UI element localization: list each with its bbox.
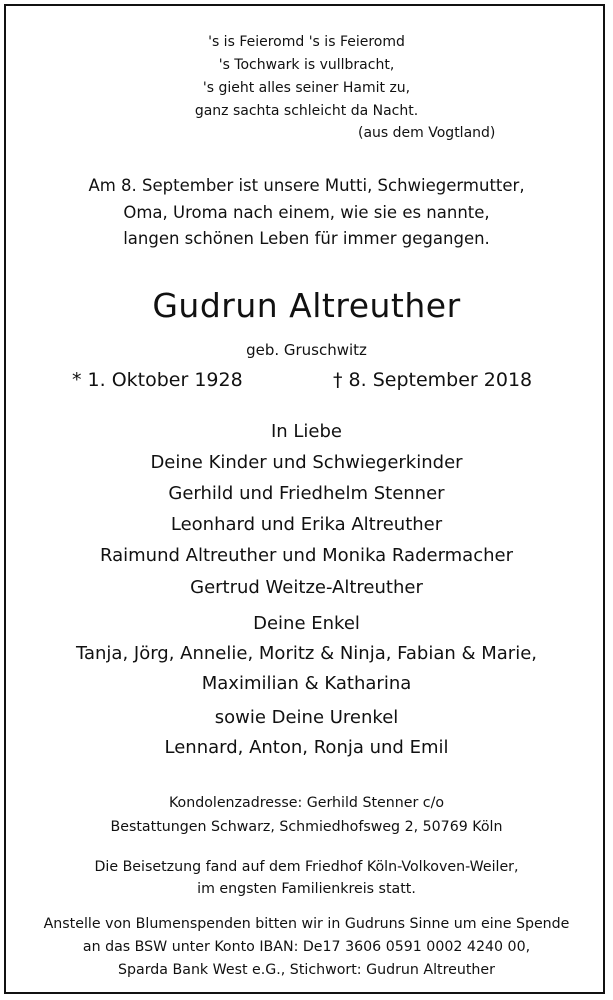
child-family-1: Gerhild und Friedhelm Stenner: [168, 483, 445, 504]
child-family-2: Leonhard und Erika Altreuther: [170, 514, 443, 535]
donation-line-2: an das BSW unter Konto IBAN: De17 3606 0591 0002 4240 00,: [82, 939, 531, 955]
grandchildren-line-2: Maximilian & Katharina: [201, 673, 412, 694]
birth-date: * 1. Oktober 1928: [72, 369, 243, 391]
condolence-line-1: Kondolenzadresse: Gerhild Stenner c/o: [168, 795, 445, 811]
child-family-4: Gertrud Weitze-Altreuther: [190, 577, 423, 598]
donation-line-1: Anstelle von Blumenspenden bitten wir in Gudruns Sinne um eine Spende: [43, 916, 570, 932]
intro-line-2: Oma, Uroma nach einem, wie sie es nannte,: [123, 203, 490, 222]
grandchildren-heading: Deine Enkel: [253, 613, 360, 634]
condolence-line-2: Bestattungen Schwarz, Schmiedhofsweg 2, 50769 Köln: [110, 819, 503, 835]
poem-line-3: 's gieht alles seiner Hamit zu,: [202, 80, 411, 96]
poem-source: (aus dem Vogtland): [358, 125, 496, 141]
death-date: † 8. September 2018: [333, 369, 533, 391]
children-heading: Deine Kinder und Schwiegerkinder: [150, 452, 463, 473]
deceased-name: Gudrun Altreuther: [152, 286, 461, 325]
great-grandchildren-heading: sowie Deine Urenkel: [214, 707, 399, 728]
poem-line-4: ganz sachta schleicht da Nacht.: [194, 103, 419, 119]
great-grandchildren-names: Lennard, Anton, Ronja und Emil: [164, 737, 449, 758]
poem-line-1: 's is Feieromd 's is Feieromd: [208, 34, 405, 50]
burial-line-2: im engsten Familienkreis statt.: [197, 881, 416, 897]
burial-line-1: Die Beisetzung fand auf dem Friedhof Köln-Volkoven-Weiler,: [94, 859, 519, 875]
mourners-opening: In Liebe: [270, 421, 343, 442]
donation-line-3: Sparda Bank West e.G., Stichwort: Gudrun Altreuther: [118, 962, 495, 978]
poem-line-2: 's Tochwark is vullbracht,: [218, 57, 395, 73]
grandchildren-line-1: Tanja, Jörg, Annelie, Moritz & Ninja, Fabian & Marie,: [75, 643, 538, 664]
intro-line-1: Am 8. September ist unsere Mutti, Schwiegermutter,: [88, 176, 525, 195]
intro-line-3: langen schönen Leben für immer gegangen.: [123, 229, 490, 248]
birth-name: geb. Gruschwitz: [246, 341, 367, 359]
child-family-3: Raimund Altreuther und Monika Radermacher: [99, 545, 513, 566]
